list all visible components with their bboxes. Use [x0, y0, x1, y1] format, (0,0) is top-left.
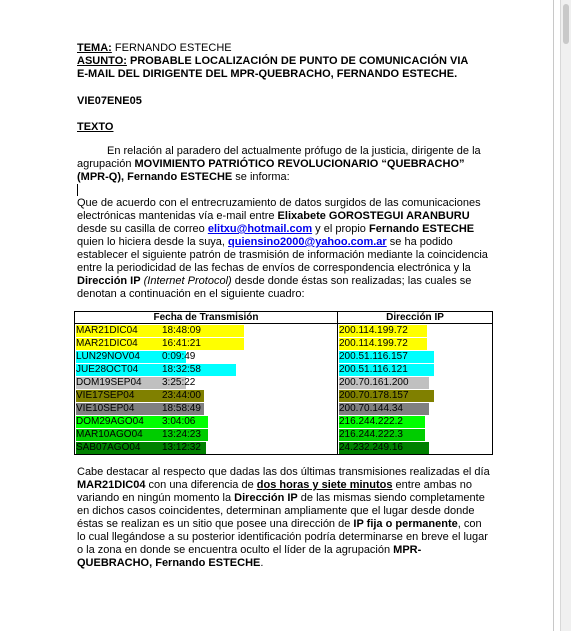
- table-row: [75, 402, 493, 415]
- row-ip: 200.114.199.72: [339, 325, 408, 336]
- table-row: [75, 350, 493, 363]
- row-ip: 216.244.222.2: [339, 416, 403, 427]
- tema-label: TEMA:: [77, 42, 112, 54]
- paragraph-1: [77, 145, 492, 184]
- row-ip: 200.114.199.72: [339, 338, 408, 349]
- ip-cell: [338, 350, 493, 363]
- fecha-highlight: [76, 351, 196, 363]
- fecha-highlight: [76, 377, 196, 389]
- fecha-cell: [75, 415, 338, 428]
- ip-cell: [338, 324, 493, 338]
- row-date: MAR21DIC04: [76, 325, 138, 336]
- ip-highlight: [339, 364, 434, 376]
- ip-highlight: [339, 390, 434, 402]
- ip-highlight: [339, 351, 434, 363]
- para2-ip-italic: (Internet Protocol): [140, 275, 232, 287]
- para3-fixed-ip: IP fija o permanente: [353, 518, 458, 530]
- row-date: MAR10AGO04: [76, 429, 143, 440]
- row-time: 18:58:49: [162, 403, 201, 414]
- row-ip: 216.244.222.3: [339, 429, 403, 440]
- fecha-highlight: [76, 403, 204, 415]
- row-time: 3:25:22: [162, 377, 196, 388]
- fecha-cell: [75, 324, 338, 338]
- para2-person1: Elixabete GOROSTEGUI ARANBURU: [277, 210, 470, 222]
- table-row: [75, 389, 493, 402]
- para3-duration: dos horas y siete minutos: [256, 479, 393, 491]
- para2-text6: desde donde éstas son realizadas; las cuales se denotan a continuación en el siguiente cuadro:: [77, 275, 472, 300]
- ip-cell: [338, 337, 493, 350]
- row-date: VIE10SEP04: [76, 403, 135, 414]
- para2-text3: y el propio: [312, 223, 369, 235]
- fecha-highlight: [76, 338, 244, 350]
- ip-cell: [338, 389, 493, 402]
- para2-person2: Fernando ESTECHE: [368, 223, 475, 235]
- row-time: 13:24:23: [162, 429, 201, 440]
- texto-heading: TEXTO: [77, 121, 114, 133]
- row-time: 13:12:32: [162, 442, 201, 453]
- row-time: 16:41:21: [162, 338, 201, 349]
- fecha-cell: [75, 337, 338, 350]
- para3-text2: con una diferencia de: [145, 479, 257, 491]
- asunto-label: ASUNTO:: [77, 55, 127, 67]
- row-ip: 24.232.249.16: [339, 442, 403, 453]
- para3-text4: de las mismas siendo completamente en dichos casos coincidentes, determinan ampliamente que el lugar desde donde éstas se realizan es un sitio que posee una dirección de: [77, 492, 485, 530]
- row-time: 23:44:00: [162, 390, 201, 401]
- fecha-highlight: [76, 416, 208, 428]
- fecha-cell: [75, 402, 338, 415]
- row-ip: 200.70.178.157: [339, 390, 409, 401]
- table-header-row: [75, 312, 493, 324]
- ip-highlight: [339, 325, 427, 337]
- row-date: VIE17SEP04: [76, 390, 135, 401]
- paragraph-3: [77, 466, 492, 570]
- header-fecha: Fecha de Transmisión: [75, 312, 338, 324]
- fecha-highlight: [76, 364, 236, 376]
- table-row: [75, 441, 493, 455]
- row-date: DOM29AGO04: [76, 416, 144, 427]
- ip-highlight: [339, 403, 429, 415]
- row-date: MAR21DIC04: [76, 338, 138, 349]
- para3-text1: Cabe destacar al respecto que dadas las dos últimas transmisiones realizadas el día: [77, 466, 490, 478]
- row-time: 3:04:06: [162, 416, 196, 427]
- ip-cell: [338, 376, 493, 389]
- para2-text1: Que de acuerdo con el entrecruzamiento de datos surgidos de las comunicaciones electrónicas mantenidas vía e-mail entre: [77, 197, 481, 222]
- email-link-1[interactable]: elitxu@hotmail.com: [207, 223, 313, 235]
- ip-cell: [338, 402, 493, 415]
- ip-cell: [338, 441, 493, 455]
- row-date: JUE28OCT04: [76, 364, 139, 375]
- para2-text2: desde su casilla de correo: [77, 223, 208, 235]
- row-ip: 200.51.116.121: [339, 364, 408, 375]
- document-date: VIE07ENE05: [77, 95, 142, 107]
- asunto-line1: PROBABLE LOCALIZACIÓN DE PUNTO DE COMUNICACIÓN VIA: [126, 55, 469, 67]
- table-row: [75, 324, 493, 338]
- para3-org-leader: MPR-QUEBRACHO, Fernando ESTECHE: [77, 544, 422, 569]
- row-ip: 200.51.116.157: [339, 351, 408, 362]
- vertical-scrollbar[interactable]: [560, 0, 571, 631]
- row-time: 0:09:49: [162, 351, 196, 362]
- paragraph-2: [77, 197, 492, 301]
- table-row: [75, 376, 493, 389]
- fecha-highlight: [76, 325, 244, 337]
- para3-ip-term: Dirección IP: [234, 492, 298, 504]
- row-date: LUN29NOV04: [76, 351, 140, 362]
- fecha-cell: [75, 428, 338, 441]
- para1-text2: se informa:: [232, 171, 290, 183]
- table-row: [75, 415, 493, 428]
- ip-highlight: [339, 442, 429, 454]
- asunto-line2: E-MAIL DEL DIRIGENTE DEL MPR-QUEBRACHO, FERNANDO ESTECHE.: [77, 68, 458, 80]
- fecha-highlight: [76, 390, 204, 402]
- ip-cell: [338, 363, 493, 376]
- row-ip: 200.70.161.200: [339, 377, 409, 388]
- header-block: [77, 42, 492, 81]
- para3-text5: , con lo cual llegándose a su posterior identificación podría determinarse en breve el lugar o la zona en donde se encuentra oculto el líder de la agrupación: [77, 518, 488, 556]
- row-time: 18:48:09: [162, 325, 201, 336]
- row-date: DOM19SEP04: [76, 377, 142, 388]
- ip-highlight: [339, 429, 425, 441]
- email-link-2[interactable]: quiensino2000@yahoo.com.ar: [228, 236, 387, 248]
- fecha-highlight: [76, 429, 208, 441]
- table-row: [75, 428, 493, 441]
- ip-highlight: [339, 416, 425, 428]
- para2-text5: se ha podido establecer el siguiente patrón de trasmisión de información mediante la coincidencia entre la periodicidad de las fechas de envíos de correspondencia electrónica y la: [77, 236, 488, 274]
- table-row: [75, 337, 493, 350]
- ip-cell: [338, 415, 493, 428]
- scrollbar-thumb[interactable]: [563, 4, 569, 44]
- row-ip: 200.70.144.34: [339, 403, 403, 414]
- para3-text3: entre ambas no variando en ningún momento la: [77, 479, 472, 504]
- para1-org-name: MOVIMIENTO PATRIÓTICO REVOLUCIONARIO “QUEBRACHO” (MPR-Q), Fernando ESTECHE: [77, 158, 465, 183]
- row-date: SAB07AGO04: [76, 442, 141, 453]
- header-ip: Dirección IP: [338, 312, 493, 324]
- para2-ip-term: Dirección IP: [77, 275, 141, 287]
- fecha-cell: [75, 389, 338, 402]
- para3-date: MAR21DIC04: [77, 479, 146, 491]
- fecha-cell: [75, 350, 338, 363]
- tema-value: FERNANDO ESTECHE: [111, 42, 232, 54]
- fecha-cell: [75, 376, 338, 389]
- para2-text4: quien lo hiciera desde la suya,: [77, 236, 229, 248]
- ip-cell: [338, 428, 493, 441]
- para3-text6: .: [260, 557, 264, 569]
- fecha-highlight: [76, 442, 206, 454]
- text-cursor: [77, 184, 78, 196]
- row-time: 18:32:58: [162, 364, 201, 375]
- para1-text1: En relación al paradero del actualmente prófugo de la justicia, dirigente de la agrupación: [77, 145, 481, 170]
- ip-highlight: [339, 338, 427, 350]
- fecha-cell: [75, 441, 338, 455]
- ip-table: [74, 311, 493, 455]
- fecha-cell: [75, 363, 338, 376]
- table-row: [75, 363, 493, 376]
- ip-highlight: [339, 377, 429, 389]
